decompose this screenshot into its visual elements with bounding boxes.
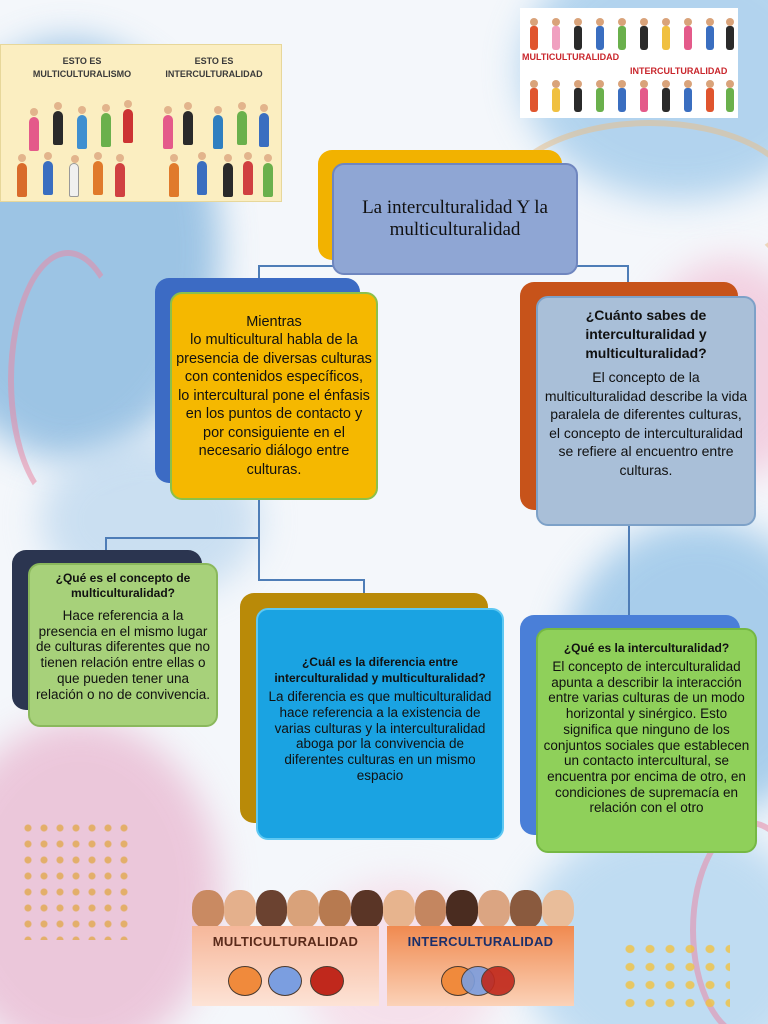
connector-line: [627, 265, 629, 283]
illustration-title-multi: ESTO ES MULTICULTURALISMO: [32, 56, 132, 79]
connector-line: [105, 537, 107, 551]
bottom-right-answer: El concepto de interculturalidad apunta a describir la interacción entre varias culturas de un modo horizontal y sinérgico. Esto significa que ninguno de los conjuntos sociales que establecen un contacto intercultural, se encuentra por encima de otro, en condiciones de supremacía en relación con el otro: [543, 659, 750, 816]
multi-vs-inter-illustration: [192, 926, 574, 1006]
inter-panel-title: INTERCULTURALIDAD: [407, 934, 554, 949]
multi-panel-title: MULTICULTURALIDAD: [212, 934, 359, 949]
label-multiculturalidad: MULTICULTURALIDAD: [522, 52, 620, 62]
bottom-right-box: [536, 628, 757, 853]
left-box-text: Mientras lo multicultural habla de la presencia de diversas culturas con contenidos específicos, lo intercultural pone el énfasis en los puntos de contacto y por consiguiente en el necesario diálogo entre culturas.: [176, 313, 372, 478]
label-interculturalidad: INTERCULTURALIDAD: [630, 66, 728, 76]
orange-circle-icon: [228, 966, 262, 996]
illustration-title-inter: ESTO ES INTERCULTURALIDAD: [165, 56, 263, 79]
faces-strip: [192, 890, 574, 930]
bottom-left-answer: Hace referencia a la presencia en el mismo lugar de culturas diferentes que no tienen relación entre ellas o que pueden tener una relación o no de convivencia.: [35, 608, 211, 702]
red-circle-icon: [481, 966, 515, 996]
title-box: [332, 163, 578, 275]
multiculturalism-illustration: [0, 44, 282, 202]
connector-line: [105, 537, 260, 539]
bottom-middle-answer: La diferencia es que multiculturalidad hace referencia a la existencia de varias culturas y la interculturalidad aboga por la convivencia de diferentes culturas en un mismo espacio: [268, 689, 492, 783]
inter-panel: [387, 926, 574, 1006]
connector-line: [258, 579, 364, 581]
multi-panel: [192, 926, 379, 1006]
red-circle-icon: [310, 966, 344, 996]
blue-circle-icon: [268, 966, 302, 996]
right-box-answer: El concepto de la multiculturalidad describe la vida paralela de diferentes culturas, el concepto de interculturalidad se refiere al encuentro entre culturas.: [544, 369, 748, 478]
bottom-left-box: [28, 563, 218, 727]
left-box: [170, 292, 378, 500]
diagram-title: La interculturalidad Y la multiculturalidad: [362, 197, 548, 240]
connector-line: [258, 500, 260, 580]
bottom-right-question: ¿Qué es la interculturalidad?: [563, 641, 730, 655]
bottom-middle-box: [256, 608, 504, 840]
bottom-middle-question: ¿Cuál es la diferencia entre interculturalidad y multiculturalidad?: [274, 655, 486, 685]
connector-line: [628, 526, 630, 616]
right-box: [536, 296, 756, 526]
right-box-question: ¿Cuánto sabes de interculturalidad y multiculturalidad?: [585, 307, 707, 361]
connector-line: [363, 579, 365, 594]
bottom-left-question: ¿Qué es el concepto de multiculturalidad?: [55, 571, 191, 600]
people-holding-hands-illustration: [520, 8, 738, 118]
